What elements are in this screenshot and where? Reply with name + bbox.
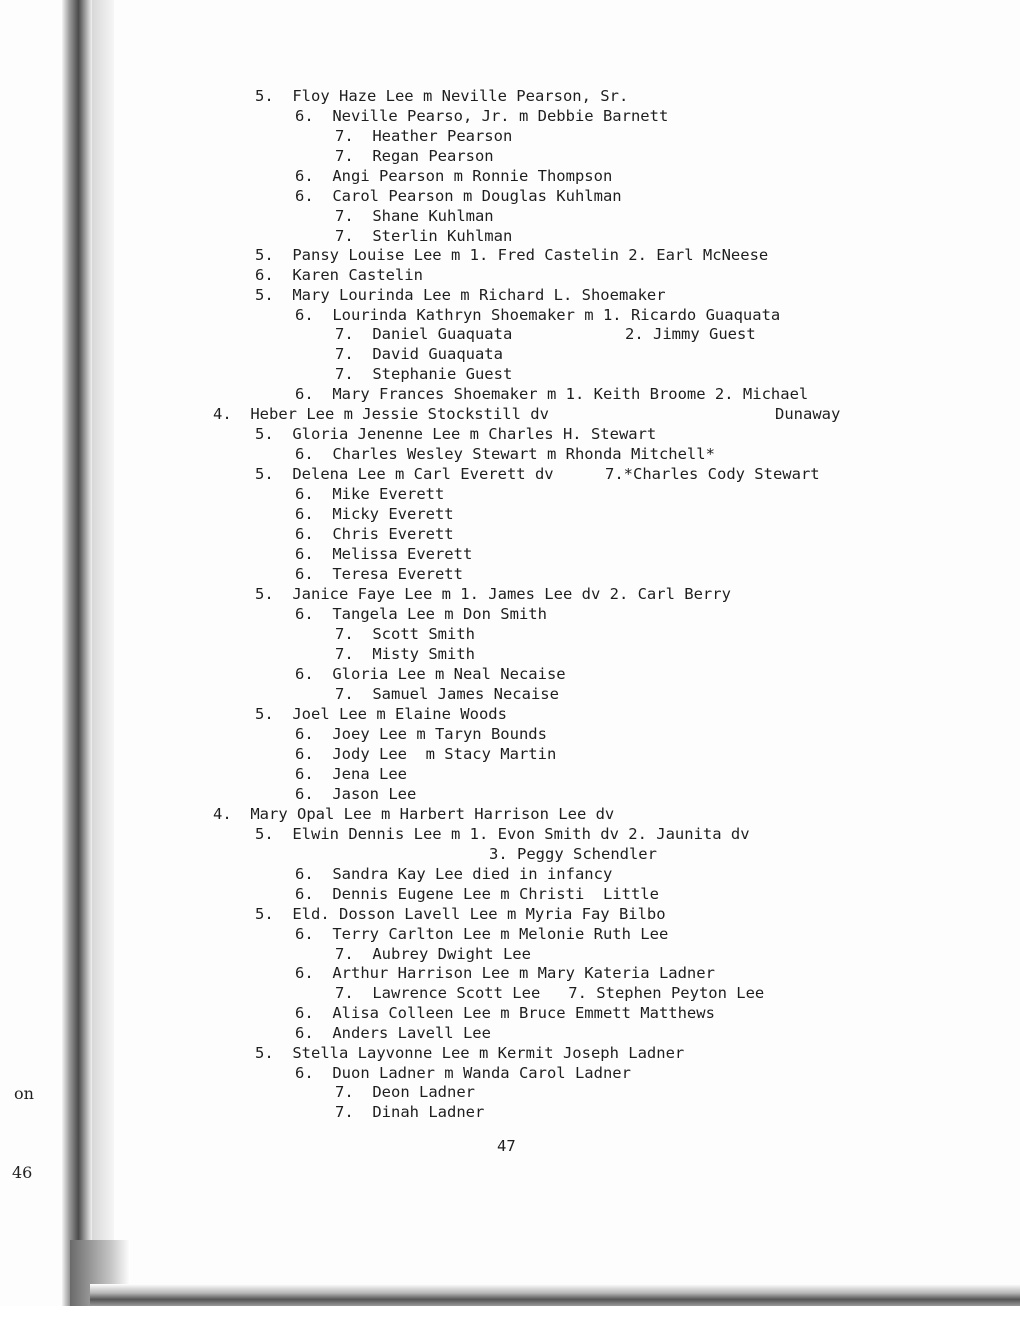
list-item: 5. Joel Lee m Elaine Woods [255, 705, 507, 723]
list-item: 7. Samuel James Necaise [335, 685, 559, 703]
list-item: 7. Regan Pearson [335, 147, 494, 165]
list-item: 5. Mary Lourinda Lee m Richard L. Shoemaker [255, 286, 666, 304]
list-item: 6. Micky Everett [295, 505, 454, 523]
page-bottom-margin [0, 1306, 1020, 1320]
list-item: 6. Duon Ladner m Wanda Carol Ladner [295, 1064, 631, 1082]
list-item: 7. Shane Kuhlman [335, 207, 494, 225]
list-item: 6. Neville Pearso, Jr. m Debbie Barnett [295, 107, 669, 125]
list-item: 6. Anders Lavell Lee [295, 1024, 491, 1042]
list-item: 6. Jody Lee m Stacy Martin [295, 745, 557, 763]
list-item: 5. Stella Layvonne Lee m Kermit Joseph Ladner [255, 1044, 685, 1062]
list-item: 6. Gloria Lee m Neal Necaise [295, 665, 566, 683]
list-item-continuation: 3. Peggy Schendler [489, 845, 657, 863]
list-item: 7. Dinah Ladner [335, 1103, 485, 1121]
list-item-continuation: 7.*Charles Cody Stewart [605, 465, 820, 483]
page-bottom-edge [90, 1284, 1020, 1306]
list-item: 7. David Guaquata [335, 345, 503, 363]
list-item: 6. Terry Carlton Lee m Melonie Ruth Lee [295, 925, 669, 943]
list-item: 6. Lourinda Kathryn Shoemaker m 1. Ricardo Guaquata [295, 306, 781, 324]
list-item: 7. Heather Pearson [335, 127, 513, 145]
list-item: 6. Jena Lee [295, 765, 407, 783]
list-item-continuation: Dunaway [775, 405, 841, 423]
list-item: 7. Misty Smith [335, 645, 475, 663]
list-item: 5. Floy Haze Lee m Neville Pearson, Sr. [255, 87, 629, 105]
list-item: 6. Melissa Everett [295, 545, 473, 563]
list-item: 6. Sandra Kay Lee died in infancy [295, 865, 613, 883]
list-item: 7. Daniel Guaquata [335, 325, 513, 343]
list-item: 7. Lawrence Scott Lee 7. Stephen Peyton Lee [335, 984, 765, 1002]
list-item: 6. Chris Everett [295, 525, 454, 543]
list-item: 6. Charles Wesley Stewart m Rhonda Mitchell* [295, 445, 715, 463]
binding-highlight [92, 0, 114, 1320]
margin-fragment-46: 46 [12, 1163, 33, 1182]
list-item: 5. Gloria Jenenne Lee m Charles H. Stewart [255, 425, 657, 443]
page-number: 47 [497, 1137, 516, 1155]
list-item: 7. Sterlin Kuhlman [335, 227, 513, 245]
list-item: 4. Heber Lee m Jessie Stockstill dv [213, 405, 549, 423]
list-item: 5. Eld. Dosson Lavell Lee m Myria Fay Bilbo [255, 905, 666, 923]
list-item: 6. Teresa Everett [295, 565, 463, 583]
list-item: 6. Mary Frances Shoemaker m 1. Keith Broome 2. Michael [295, 385, 809, 403]
margin-fragment-on: on [14, 1084, 34, 1103]
list-item: 7. Deon Ladner [335, 1083, 475, 1101]
list-item: 6. Joey Lee m Taryn Bounds [295, 725, 547, 743]
list-item: 7. Aubrey Dwight Lee [335, 945, 531, 963]
list-item: 7. Scott Smith [335, 625, 475, 643]
list-item: 6. Karen Castelin [255, 266, 423, 284]
list-item: 6. Dennis Eugene Lee m Christi Little [295, 885, 659, 903]
list-item: 6. Carol Pearson m Douglas Kuhlman [295, 187, 622, 205]
list-item: 6. Alisa Colleen Lee m Bruce Emmett Matthews [295, 1004, 715, 1022]
list-item-continuation: 2. Jimmy Guest [625, 325, 756, 343]
list-item: 6. Jason Lee [295, 785, 417, 803]
list-item: 6. Angi Pearson m Ronnie Thompson [295, 167, 613, 185]
list-item: 7. Stephanie Guest [335, 365, 513, 383]
list-item: 6. Mike Everett [295, 485, 445, 503]
list-item: 6. Tangela Lee m Don Smith [295, 605, 547, 623]
list-item: 5. Delena Lee m Carl Everett dv [255, 465, 554, 483]
list-item: 5. Elwin Dennis Lee m 1. Evon Smith dv 2. Jaunita dv [255, 825, 750, 843]
list-item: 4. Mary Opal Lee m Harbert Harrison Lee dv [213, 805, 615, 823]
list-item: 5. Janice Faye Lee m 1. James Lee dv 2. Carl Berry [255, 585, 731, 603]
binding-shadow [62, 0, 92, 1320]
list-item: 6. Arthur Harrison Lee m Mary Kateria Ladner [295, 964, 715, 982]
list-item: 5. Pansy Louise Lee m 1. Fred Castelin 2. Earl McNeese [255, 246, 769, 264]
